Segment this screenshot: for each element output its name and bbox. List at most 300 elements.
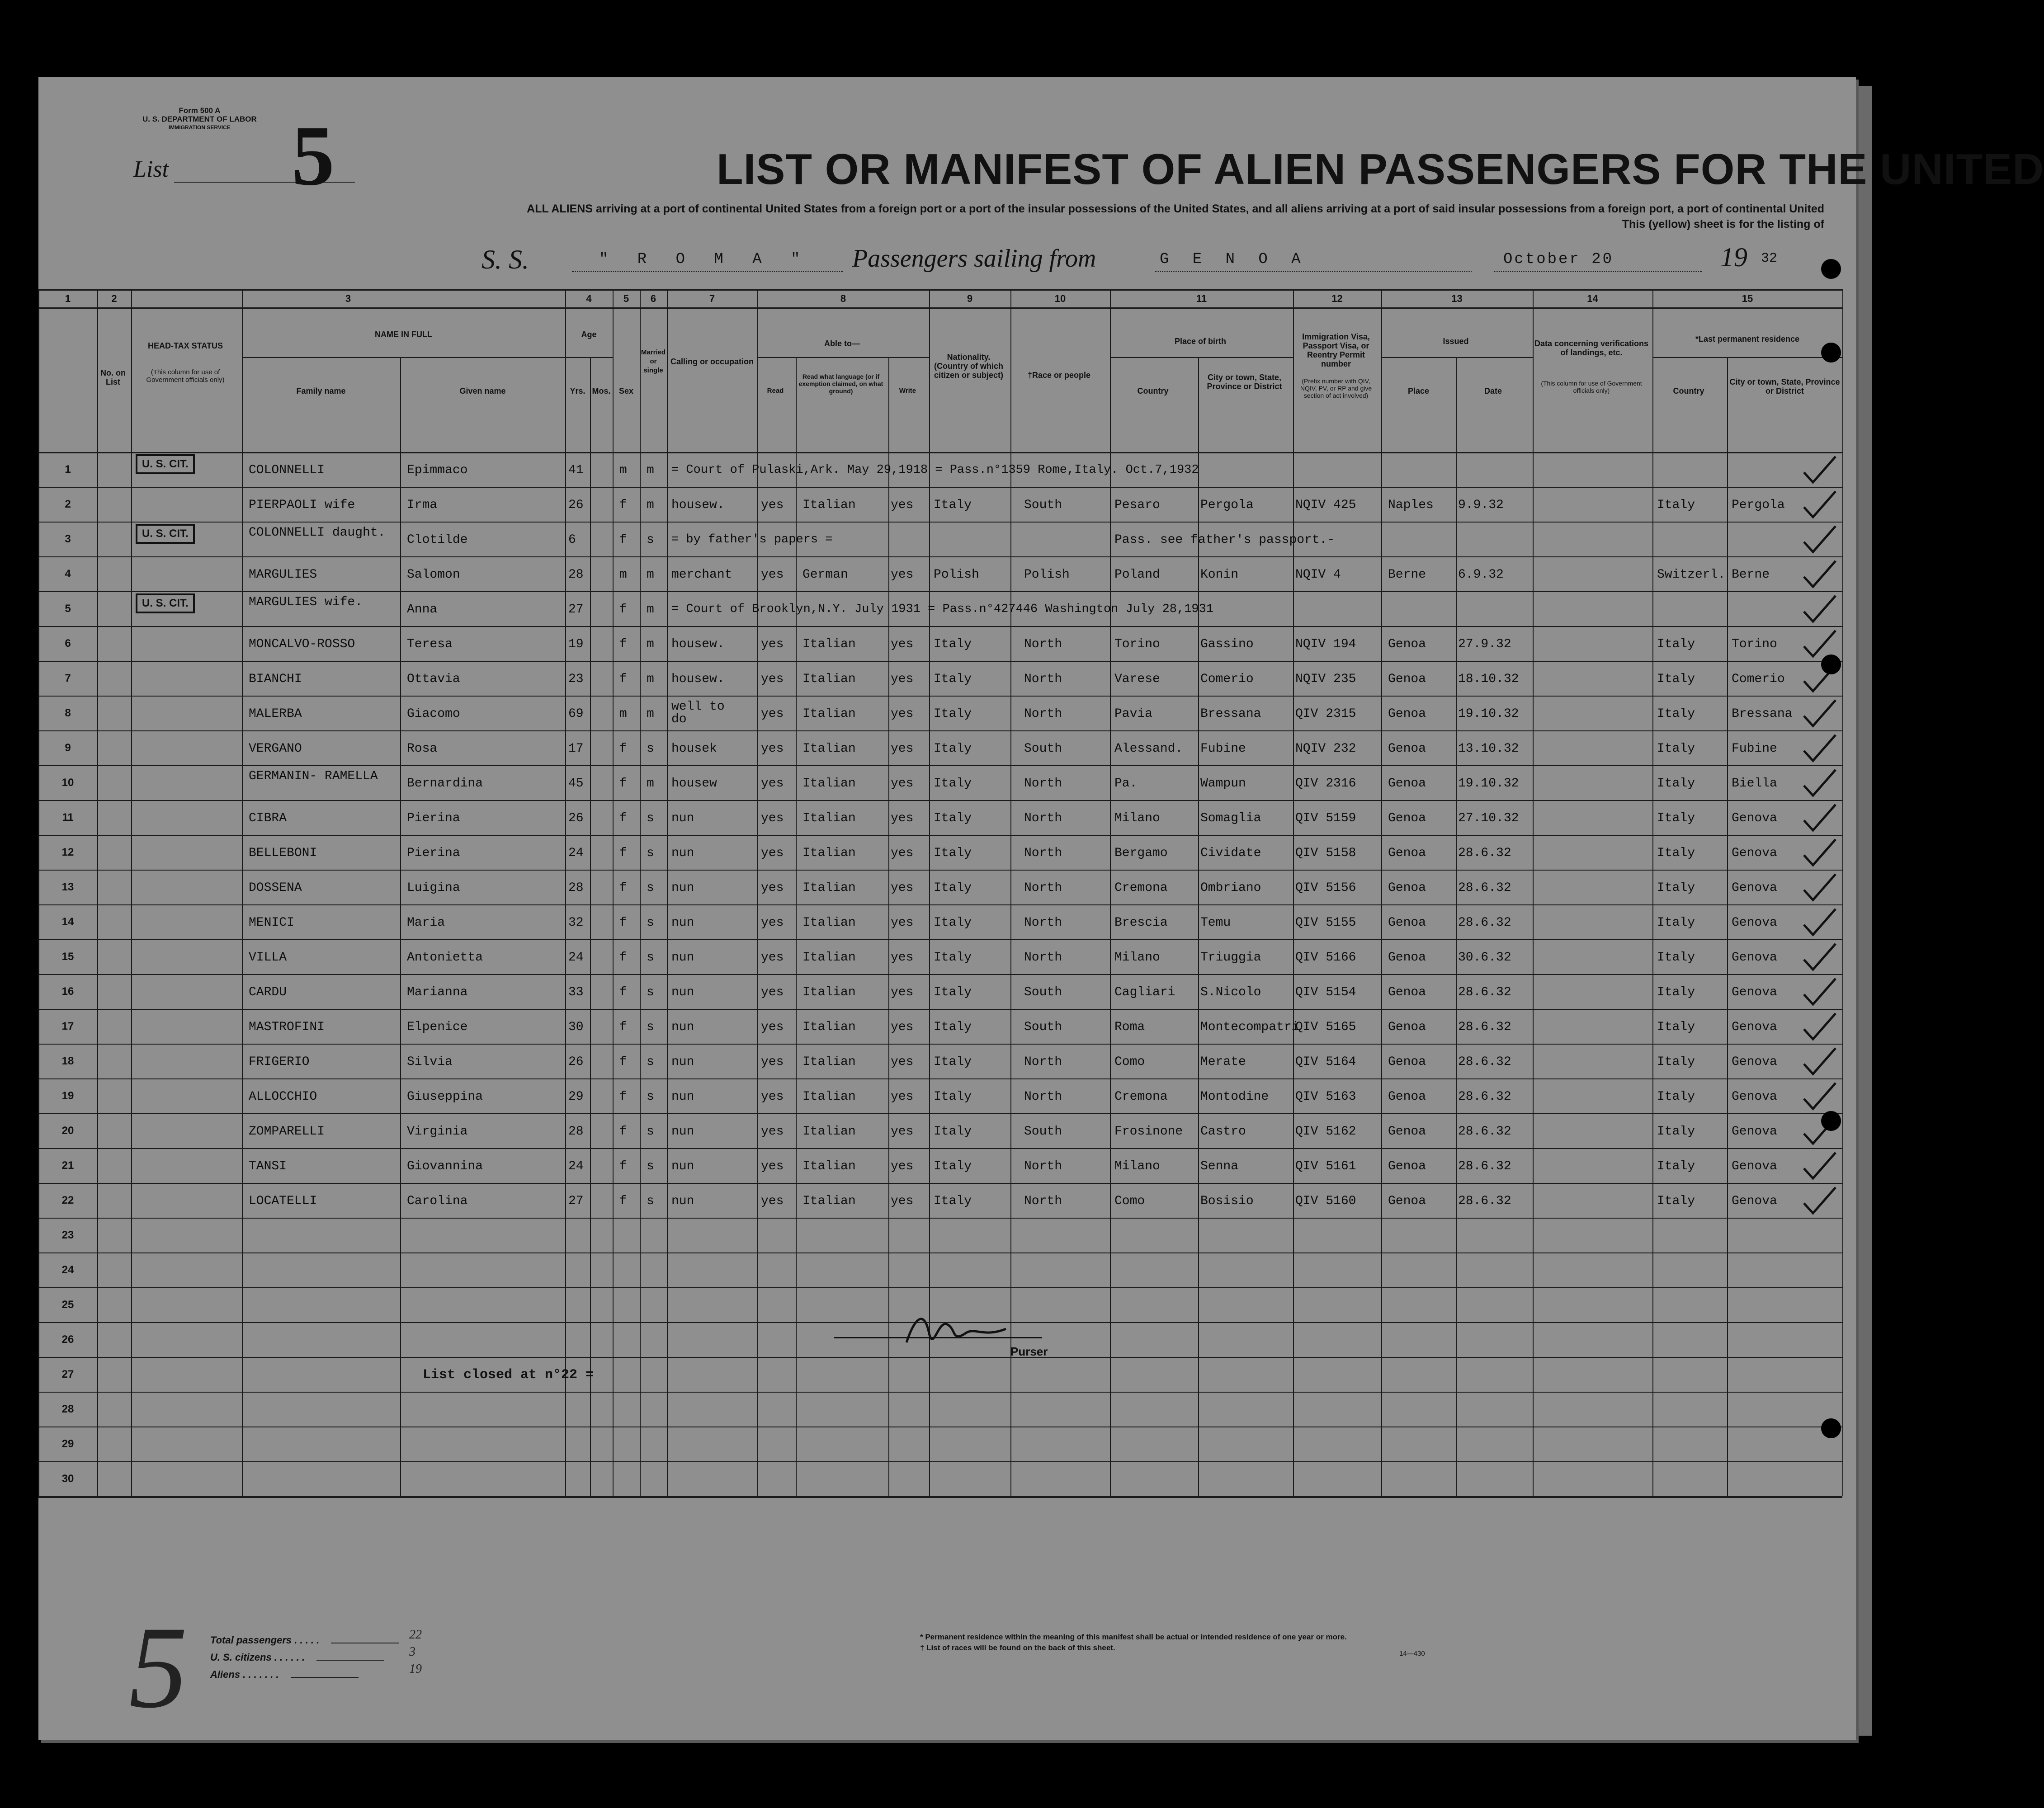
cell-place: Genoa <box>1388 777 1426 791</box>
cell-family: COLONNELLI daught. <box>249 526 386 540</box>
cell-write: yes <box>891 568 914 582</box>
cell-city: Bressana <box>1200 707 1261 721</box>
header-married: Married or single <box>641 348 666 374</box>
row-rule <box>38 800 1842 801</box>
cell-res-city: Genova <box>1732 1125 1777 1139</box>
cell-country: Pass. see father's passport.- <box>1114 533 1335 547</box>
cell-visa: QIV 5156 <box>1295 881 1356 895</box>
column-number: 9 <box>967 293 973 304</box>
cell-visa: NQIV 232 <box>1295 742 1356 756</box>
cell-res-city: Genova <box>1732 881 1777 895</box>
row-rule <box>38 626 1842 627</box>
list-number: 5 <box>292 108 335 203</box>
cell-read: yes <box>761 1055 784 1069</box>
row-rule <box>38 765 1842 766</box>
header-yrs: Yrs. <box>570 386 585 396</box>
cell-date: 28.6.32 <box>1458 846 1511 860</box>
cell-visa: QIV 5154 <box>1295 985 1356 999</box>
cell-language: Italian <box>802 881 856 895</box>
cell-place: Genoa <box>1388 916 1426 930</box>
cell-race: North <box>1024 846 1062 860</box>
purser-signature <box>897 1306 1015 1356</box>
header-res-country: Country <box>1673 386 1704 396</box>
aliens-label: Aliens <box>210 1669 241 1680</box>
cell-occupation: nun <box>671 846 694 860</box>
cell-yrs: 26 <box>568 498 584 512</box>
cell-city: Temu <box>1200 916 1231 930</box>
cell-ms: m <box>647 568 654 582</box>
cell-ms: m <box>647 603 654 617</box>
cell-date: 28.6.32 <box>1458 1194 1511 1208</box>
cell-race: North <box>1024 637 1062 651</box>
column-number: 13 <box>1451 293 1463 304</box>
cell-yrs: 26 <box>568 1055 584 1069</box>
cell-place: Naples <box>1388 498 1434 512</box>
column-number: 11 <box>1196 293 1207 304</box>
cell-city: Bosisio <box>1200 1194 1254 1208</box>
cell-sex: f <box>619 672 627 686</box>
cell-res-city: Pergola <box>1732 498 1785 512</box>
purser-signature-line <box>834 1337 1042 1338</box>
cell-visa: NQIV 4 <box>1295 568 1341 582</box>
cell-yrs: 27 <box>568 603 584 617</box>
departure-port: G E N O A <box>1160 251 1308 268</box>
cell-nationality: Italy <box>934 811 972 825</box>
cell-write: yes <box>891 742 914 756</box>
cell-race: North <box>1024 951 1062 965</box>
header-res-city: City or town, State, Province or District <box>1729 377 1840 396</box>
cell-language: Italian <box>802 777 856 791</box>
cell-country: Como <box>1114 1055 1145 1069</box>
cell-race: North <box>1024 1194 1062 1208</box>
cell-yrs: 24 <box>568 951 584 965</box>
cell-city: Gassino <box>1200 637 1254 651</box>
cell-visa: QIV 5164 <box>1295 1055 1356 1069</box>
cell-visa: NQIV 425 <box>1295 498 1356 512</box>
cell-race: North <box>1024 777 1062 791</box>
column-rule <box>131 289 132 1496</box>
cell-yrs: 26 <box>568 811 584 825</box>
cell-nationality: Italy <box>934 1055 972 1069</box>
cell-city: Montodine <box>1200 1090 1269 1104</box>
column-rule <box>590 357 591 1496</box>
cell-res-country: Italy <box>1657 951 1695 965</box>
cell-sex: f <box>619 777 627 791</box>
cell-sex: f <box>619 1090 627 1104</box>
cell-res-country: Italy <box>1657 881 1695 895</box>
row-number: 29 <box>61 1438 74 1450</box>
cell-sex: f <box>619 1055 627 1069</box>
cell-nationality: Italy <box>934 846 972 860</box>
cell-ms: m <box>647 637 654 651</box>
cell-given: Bernardina <box>407 777 483 791</box>
cell-sex: f <box>619 637 627 651</box>
cell-yrs: 28 <box>568 568 584 582</box>
cell-ms: m <box>647 498 654 512</box>
cell-language: Italian <box>802 916 856 930</box>
cell-occupation: nun <box>671 1125 694 1139</box>
row-number: 21 <box>61 1159 74 1172</box>
cell-res-city: Genova <box>1732 1159 1777 1173</box>
cell-language: Italian <box>802 985 856 999</box>
cell-yrs: 32 <box>568 916 584 930</box>
cell-language: Italian <box>802 1194 856 1208</box>
cell-occupation: nun <box>671 916 694 930</box>
cell-race: North <box>1024 916 1062 930</box>
cell-res-city: Genova <box>1732 811 1777 825</box>
cell-visa: QIV 5161 <box>1295 1159 1356 1173</box>
cell-country: Poland <box>1114 568 1160 582</box>
cell-nationality: Italy <box>934 951 972 965</box>
cell-ms: m <box>647 707 654 721</box>
column-number: 3 <box>345 293 351 304</box>
row-number: 14 <box>61 916 74 928</box>
cell-given: Teresa <box>407 637 453 651</box>
cell-race: North <box>1024 881 1062 895</box>
row-rule <box>38 1252 1842 1253</box>
cell-res-city: Genova <box>1732 1090 1777 1104</box>
cell-city: Wampun <box>1200 777 1246 791</box>
cell-race: North <box>1024 1159 1062 1173</box>
row-rule <box>38 1078 1842 1079</box>
column-number: 7 <box>709 293 715 304</box>
column-number: 6 <box>650 293 656 304</box>
cell-yrs: 24 <box>568 1159 584 1173</box>
cell-sex: f <box>619 1159 627 1173</box>
column-rule <box>565 289 566 1496</box>
row-rule <box>38 730 1842 731</box>
cell-ms: m <box>647 672 654 686</box>
header-issued-date: Date <box>1484 386 1502 396</box>
header-name-in-full: NAME IN FULL <box>375 330 432 339</box>
cell-res-country: Italy <box>1657 777 1695 791</box>
cell-place: Genoa <box>1388 985 1426 999</box>
us-citizen-stamp: U. S. CIT. <box>136 454 195 474</box>
cell-nationality: Italy <box>934 707 972 721</box>
row-rule <box>38 522 1842 523</box>
cell-family: BELLEBONI <box>249 846 317 860</box>
cell-visa: QIV 5162 <box>1295 1125 1356 1139</box>
cell-res-city: Biella <box>1732 777 1777 791</box>
cell-read: yes <box>761 777 784 791</box>
row-number: 15 <box>61 951 74 963</box>
cell-yrs: 23 <box>568 672 584 686</box>
cell-given: Giuseppina <box>407 1090 483 1104</box>
cell-yrs: 69 <box>568 707 584 721</box>
cell-write: yes <box>891 672 914 686</box>
cell-country: Milano <box>1114 951 1160 965</box>
form-number: Form 500 A <box>179 106 221 115</box>
header-birth-city: City or town, State, Province or District <box>1207 373 1282 391</box>
cell-given: Epimmaco <box>407 463 468 477</box>
cell-read: yes <box>761 498 784 512</box>
cell-res-country: Italy <box>1657 707 1695 721</box>
cell-visa: NQIV 235 <box>1295 672 1356 686</box>
us-citizen-stamp: U. S. CIT. <box>136 593 195 613</box>
cell-country: Torino <box>1114 637 1160 651</box>
cell-write: yes <box>891 846 914 860</box>
cell-yrs: 19 <box>568 637 584 651</box>
cell-visa: QIV 5163 <box>1295 1090 1356 1104</box>
cell-race: South <box>1024 985 1062 999</box>
row-rule <box>38 870 1842 871</box>
cell-country: Cremona <box>1114 1090 1168 1104</box>
cell-language: Italian <box>802 951 856 965</box>
cell-city: Fubine <box>1200 742 1246 756</box>
cell-visa: QIV 5166 <box>1295 951 1356 965</box>
cell-date: 18.10.32 <box>1458 672 1519 686</box>
aliens-row: Aliens . . . . . . . 19 <box>210 1666 399 1683</box>
cell-country: Roma <box>1114 1020 1145 1034</box>
subheader-rule <box>565 357 613 358</box>
cell-place: Genoa <box>1388 672 1426 686</box>
cell-yrs: 17 <box>568 742 584 756</box>
cell-nationality: Italy <box>934 1194 972 1208</box>
header-rule <box>38 289 1842 291</box>
column-rule <box>242 289 243 1496</box>
cell-res-country: Italy <box>1657 1020 1695 1034</box>
cell-race: South <box>1024 742 1062 756</box>
cell-read: yes <box>761 568 784 582</box>
cell-country: Cremona <box>1114 881 1168 895</box>
cell-family: CARDU <box>249 985 287 999</box>
header-family-name: Family name <box>296 386 346 396</box>
cell-country: Alessand. <box>1114 742 1183 756</box>
cell-res-country: Italy <box>1657 985 1695 999</box>
cell-country: Varese <box>1114 672 1160 686</box>
row-number: 18 <box>61 1055 74 1067</box>
cell-city: Ombriano <box>1200 881 1261 895</box>
cell-res-country: Italy <box>1657 1055 1695 1069</box>
header-birth-country: Country <box>1137 386 1169 396</box>
cell-res-city: Torino <box>1732 637 1777 651</box>
cell-given: Antonietta <box>407 951 483 965</box>
cell-res-country: Italy <box>1657 672 1695 686</box>
cell-race: North <box>1024 1055 1062 1069</box>
header-verifications: Data concerning verifications of landings, etc. <box>1534 339 1649 357</box>
row-number: 6 <box>65 637 71 650</box>
cell-write: yes <box>891 881 914 895</box>
cell-sex: m <box>619 463 627 477</box>
cell-ms: s <box>647 916 654 930</box>
cell-write: yes <box>891 985 914 999</box>
row-number: 25 <box>61 1299 74 1311</box>
column-rule <box>1652 289 1653 1496</box>
cell-family: MARGULIES <box>249 568 317 582</box>
cell-visa: QIV 2316 <box>1295 777 1356 791</box>
column-number: 15 <box>1742 293 1753 304</box>
row-number: 13 <box>61 881 74 893</box>
cell-res-country: Italy <box>1657 1125 1695 1139</box>
ss-label: S. S. <box>481 245 529 274</box>
cell-given: Irma <box>407 498 438 512</box>
sailing-date: October 20 <box>1503 251 1614 268</box>
cell-given: Anna <box>407 603 438 617</box>
cell-given: Salomon <box>407 568 460 582</box>
row-number: 12 <box>61 846 74 858</box>
cell-place: Genoa <box>1388 742 1426 756</box>
header-visa-note: (Prefix number with QIV, NQIV, PV, or RP and give section of act involved) <box>1300 377 1372 399</box>
row-number: 4 <box>65 568 71 580</box>
cell-write: yes <box>891 951 914 965</box>
header-sex: Sex <box>618 386 634 396</box>
cell-date: 28.6.32 <box>1458 1125 1511 1139</box>
row-number: 27 <box>61 1368 74 1380</box>
cell-city: Triuggia <box>1200 951 1261 965</box>
cell-occupation: = Court of Brooklyn,N.Y. July 1931 = Pass.n°427446 Washington July 28,1931 <box>671 603 1213 616</box>
cell-ms: s <box>647 1090 654 1104</box>
cell-occupation: nun <box>671 985 694 999</box>
cell-write: yes <box>891 1020 914 1034</box>
header-race: †Race or people <box>1027 371 1091 380</box>
row-number: 17 <box>61 1020 74 1032</box>
row-number: 5 <box>65 603 71 615</box>
cell-res-city: Genova <box>1732 916 1777 930</box>
cell-date: 13.10.32 <box>1458 742 1519 756</box>
cell-date: 28.6.32 <box>1458 985 1511 999</box>
column-number: 1 <box>65 293 71 304</box>
header-able-to: Able to— <box>824 339 860 348</box>
column-number: 2 <box>111 293 117 304</box>
header-rule <box>38 452 1842 453</box>
cell-ms: s <box>647 846 654 860</box>
column-number: 4 <box>586 293 592 304</box>
row-rule <box>38 1357 1842 1358</box>
header-calling: Calling or occupation <box>670 357 754 366</box>
column-number: 10 <box>1054 293 1066 304</box>
cell-write: yes <box>891 1194 914 1208</box>
header-read: Read <box>767 387 784 395</box>
manifest-sheet <box>38 77 2044 1740</box>
row-rule <box>38 1287 1842 1288</box>
column-number: 12 <box>1331 293 1343 304</box>
header-nationality: Nationality. (Country of which citizen or subject) <box>934 353 1004 380</box>
cell-res-city: Genova <box>1732 951 1777 965</box>
cell-nationality: Italy <box>934 916 972 930</box>
cell-place: Berne <box>1388 568 1426 582</box>
cell-read: yes <box>761 1194 784 1208</box>
cell-ms: s <box>647 1020 654 1034</box>
cell-family: COLONNELLI <box>249 463 325 477</box>
cell-read: yes <box>761 811 784 825</box>
passengers-sailing-label: Passengers sailing from <box>852 245 1096 273</box>
row-number: 19 <box>61 1090 74 1102</box>
cell-occupation: = Court of Pulaski,Ark. May 29,1918 = Pass.n°1359 Rome,Italy. Oct.7,1932 <box>671 463 1199 477</box>
row-rule <box>38 1218 1842 1219</box>
cell-ms: s <box>647 881 654 895</box>
column-number: 14 <box>1587 293 1598 304</box>
cell-write: yes <box>891 1090 914 1104</box>
cell-res-city: Bressana <box>1732 707 1793 721</box>
cell-given: Ottavia <box>407 672 460 686</box>
header-given-name: Given name <box>459 386 506 396</box>
us-citizens-row: U. S. citizens . . . . . . 3 <box>210 1649 399 1666</box>
cell-family: MONCALVO-ROSSO <box>249 637 355 651</box>
cell-occupation: merchant <box>671 568 732 582</box>
cell-res-country: Italy <box>1657 1090 1695 1104</box>
list-closed-note: List closed at n°22 = <box>423 1367 594 1383</box>
subheader-rule <box>1381 357 1533 358</box>
row-rule <box>38 939 1842 940</box>
cell-given: Pierina <box>407 811 460 825</box>
header-verifications-note: (This column for use of Government officials only) <box>1541 380 1642 394</box>
cell-yrs: 30 <box>568 1020 584 1034</box>
cell-given: Silvia <box>407 1055 453 1069</box>
cell-country: Milano <box>1114 811 1160 825</box>
cell-country: Pesaro <box>1114 498 1160 512</box>
subtitle-line-1: ALL ALIENS arriving at a port of continental United States from a foreign port or a port of the insular possessions of the United States, and all aliens arriving at a port of said insular possessions from a foreign port, a port of continental United <box>527 202 1824 215</box>
cell-ms: s <box>647 1125 654 1139</box>
ship-underline <box>572 271 843 272</box>
cell-nationality: Italy <box>934 637 972 651</box>
cell-date: 28.6.32 <box>1458 1090 1511 1104</box>
cell-city: S.Nicolo <box>1200 985 1261 999</box>
cell-city: Castro <box>1200 1125 1246 1139</box>
cell-read: yes <box>761 916 784 930</box>
cell-language: Italian <box>802 637 856 651</box>
cell-date: 27.9.32 <box>1458 637 1511 651</box>
column-rule <box>613 289 614 1496</box>
column-rule <box>1381 289 1382 1496</box>
cell-ms: s <box>647 1194 654 1208</box>
cell-place: Genoa <box>1388 881 1426 895</box>
cell-res-city: Genova <box>1732 985 1777 999</box>
column-rule <box>1727 357 1728 1496</box>
cell-city: Somaglia <box>1200 811 1261 825</box>
us-citizens-label: U. S. citizens <box>210 1652 272 1663</box>
cell-date: 19.10.32 <box>1458 777 1519 791</box>
manifest-title: LIST OR MANIFEST OF ALIEN PASSENGERS FOR THE UNITED <box>717 145 2044 193</box>
cell-nationality: Italy <box>934 1020 972 1034</box>
cell-family: MARGULIES wife. <box>249 595 363 609</box>
cell-occupation: nun <box>671 1055 694 1069</box>
form-code: 14—430 <box>1399 1650 1425 1657</box>
cell-yrs: 29 <box>568 1090 584 1104</box>
cell-read: yes <box>761 1020 784 1034</box>
cell-occupation: well to do <box>671 700 725 726</box>
column-rule <box>667 289 668 1496</box>
cell-date: 9.9.32 <box>1458 498 1504 512</box>
cell-write: yes <box>891 1125 914 1139</box>
cell-language: Italian <box>802 1055 856 1069</box>
cell-given: Virginia <box>407 1125 468 1139</box>
cell-family: MASTROFINI <box>249 1020 325 1034</box>
row-rule <box>38 1183 1842 1184</box>
column-rule <box>97 289 98 1496</box>
row-number: 23 <box>61 1229 74 1241</box>
header-issued-place: Place <box>1407 386 1430 396</box>
cell-visa: QIV 5160 <box>1295 1194 1356 1208</box>
cell-occupation: housew. <box>671 672 725 686</box>
row-rule <box>38 1461 1842 1462</box>
cell-date: 28.6.32 <box>1458 1055 1511 1069</box>
column-number: 5 <box>623 293 629 304</box>
cell-place: Genoa <box>1388 1125 1426 1139</box>
cell-occupation: = by father's papers = <box>671 533 833 546</box>
row-rule <box>38 1148 1842 1149</box>
cell-family: GERMANIN- RAMELLA <box>249 769 378 783</box>
column-rule <box>888 357 889 1496</box>
cell-nationality: Italy <box>934 1159 972 1173</box>
row-number: 11 <box>62 811 74 824</box>
cell-res-country: Italy <box>1657 1194 1695 1208</box>
cell-read: yes <box>761 672 784 686</box>
row-rule <box>38 904 1842 905</box>
cell-family: BIANCHI <box>249 672 302 686</box>
cell-family: VERGANO <box>249 742 302 756</box>
cell-family: LOCATELLI <box>249 1194 317 1208</box>
row-rule <box>38 556 1842 557</box>
